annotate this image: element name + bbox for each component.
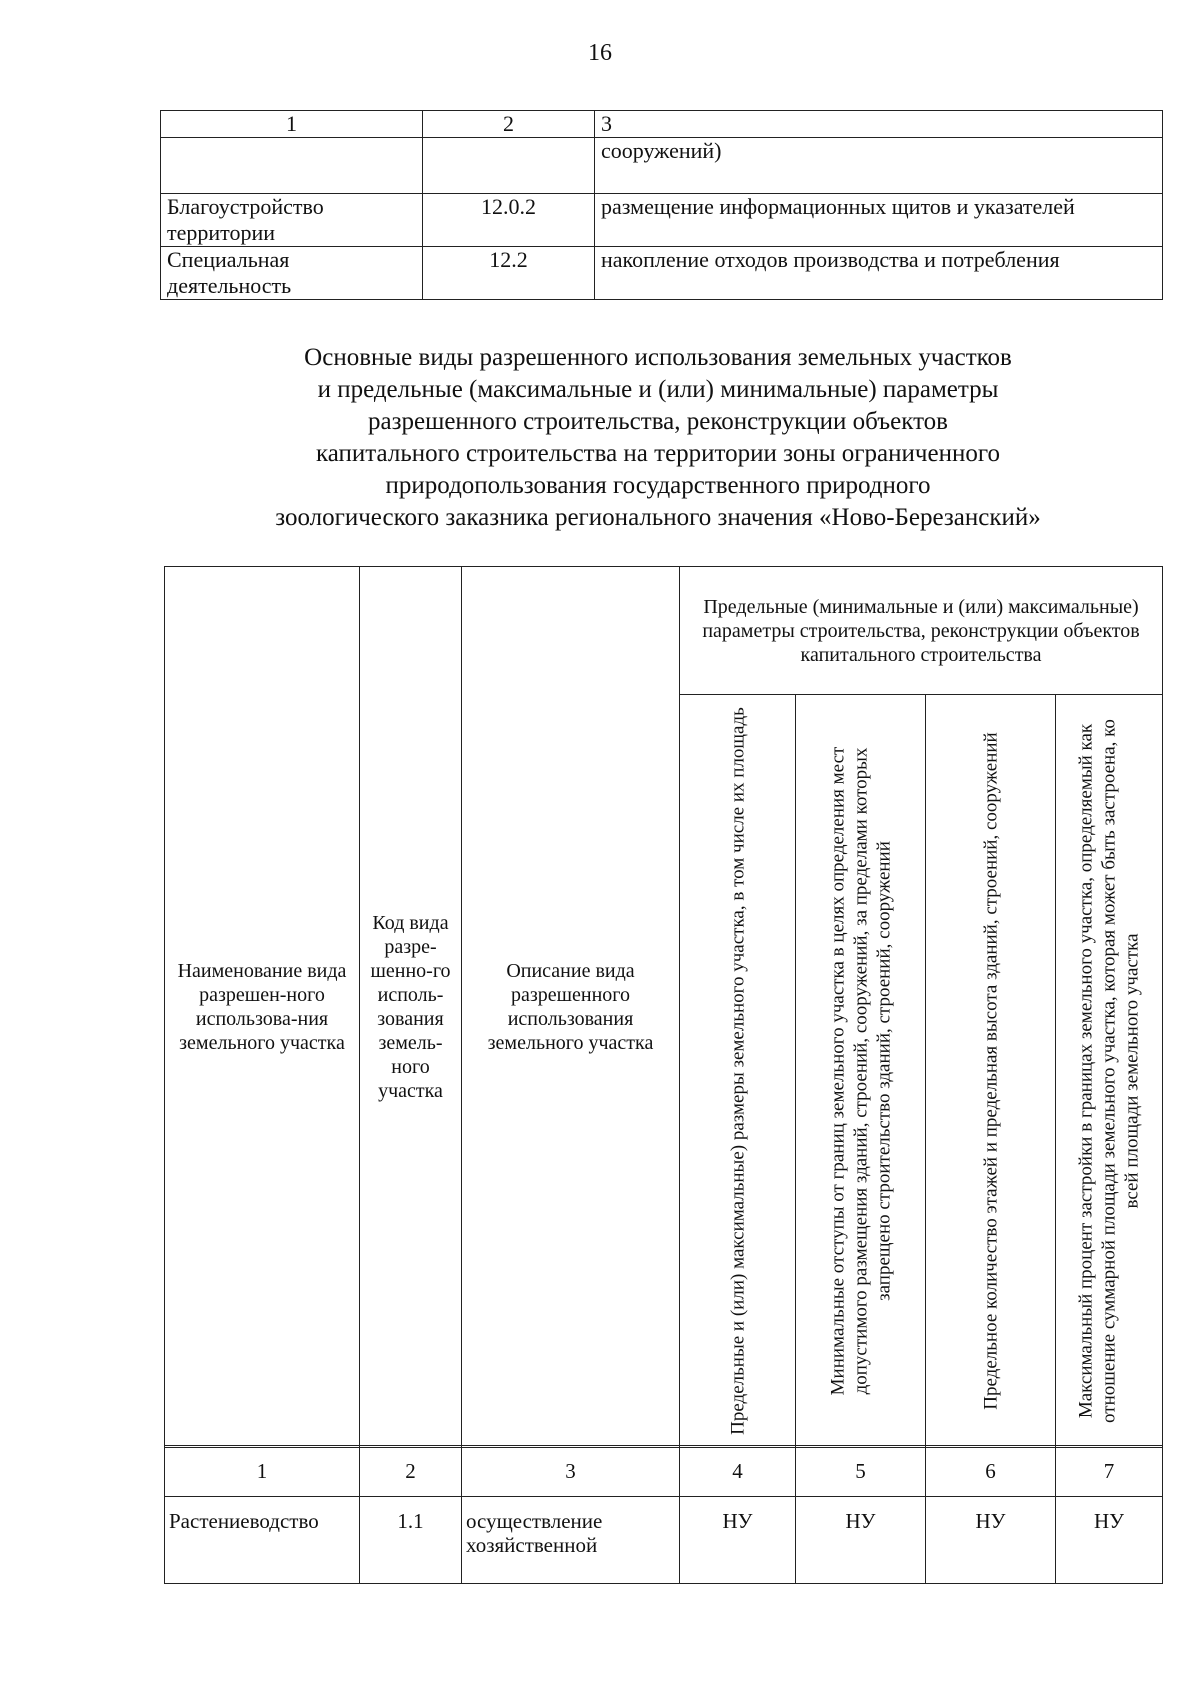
- top-table-header-cell: 2: [423, 111, 595, 138]
- header-code: Код вида разре-шенно-го исполь-зования земель-ного участка: [360, 567, 462, 1448]
- row-code: [423, 138, 595, 194]
- section-title-line: зоологического заказника регионального значения «Ново-Березанский»: [275, 504, 1041, 531]
- header-build-percent-text: Максимальный процент застройки в границах земельного участка, определяемый как отношение суммарной площади земельного участка, которая может быть застроена, ко всей площади земельного участка: [1075, 719, 1143, 1423]
- section-title-line: капитального строительства на территории зоны ограниченного: [316, 440, 1000, 467]
- section-title-line: разрешенного строительства, реконструкции объектов: [368, 408, 948, 435]
- section-title-line: Основные виды разрешенного использования земельных участков: [304, 344, 1012, 371]
- section-title-line: природопользования государственного природного: [385, 472, 931, 499]
- table-row: [165, 1497, 1163, 1584]
- header-setbacks: [796, 695, 926, 1448]
- row-name: [161, 138, 423, 194]
- column-number: 4: [680, 1446, 796, 1497]
- row-param: НУ: [680, 1497, 796, 1584]
- row-name: Благоустройство территории: [161, 194, 423, 247]
- section-title: [150, 342, 1166, 534]
- header-floors-height-text: Предельное количество этажей и предельная высота зданий, строений, сооружений: [980, 732, 1001, 1410]
- section-title-line: и предельные (максимальные и (или) минимальные) параметры: [317, 376, 999, 403]
- header-setbacks-text: Минимальные отступы от границ земельного участка в целях определения мест допустимого размещения зданий, строений, сооружений, за пределами которых запрещено строительство зданий, строений, сооружений: [827, 746, 894, 1396]
- column-number: 3: [462, 1446, 680, 1497]
- row-name: Растениеводство: [165, 1497, 360, 1584]
- header-params-group: Предельные (минимальные и (или) максимальные) параметры строительства, реконструкции объектов капитального строительства: [680, 567, 1163, 695]
- header-build-percent: [1056, 695, 1163, 1448]
- main-table-header-row: [165, 567, 1163, 695]
- column-number-row: [165, 1446, 1163, 1497]
- row-description: размещение информационных щитов и указателей: [595, 194, 1163, 247]
- row-param: НУ: [1056, 1497, 1163, 1584]
- table-row: [161, 247, 1163, 300]
- row-param: НУ: [796, 1497, 926, 1584]
- row-param: НУ: [926, 1497, 1056, 1584]
- table-row: [161, 194, 1163, 247]
- row-code: 12.2: [423, 247, 595, 300]
- header-plot-size: [680, 695, 796, 1448]
- row-code: 1.1: [360, 1497, 462, 1584]
- main-table: [164, 566, 1163, 1448]
- top-table: [160, 110, 1163, 300]
- row-code: 12.0.2: [423, 194, 595, 247]
- row-description: осуществление хозяйственной: [462, 1497, 680, 1584]
- header-name: Наименование вида разрешен-ного использова-ния земельного участка: [165, 567, 360, 1448]
- header-description: Описание вида разрешенного использования земельного участка: [462, 567, 680, 1448]
- top-table-header-cell: 1: [161, 111, 423, 138]
- page-number: 16: [588, 40, 612, 66]
- column-number: 7: [1056, 1446, 1163, 1497]
- table-row: [161, 138, 1163, 194]
- header-plot-size-text: Предельные и (или) максимальные) размеры земельного участка, в том числе их площадь: [727, 707, 748, 1435]
- column-number: 6: [926, 1446, 1056, 1497]
- row-description: сооружений): [595, 138, 1163, 194]
- header-floors-height: [926, 695, 1056, 1448]
- top-table-header-row: [161, 111, 1163, 138]
- row-description: накопление отходов производства и потребления: [595, 247, 1163, 300]
- column-number: 1: [165, 1446, 360, 1497]
- top-table-header-cell: 3: [595, 111, 1163, 138]
- column-number: 2: [360, 1446, 462, 1497]
- row-name: Специальная деятельность: [161, 247, 423, 300]
- main-table-body: [164, 1445, 1163, 1584]
- column-number: 5: [796, 1446, 926, 1497]
